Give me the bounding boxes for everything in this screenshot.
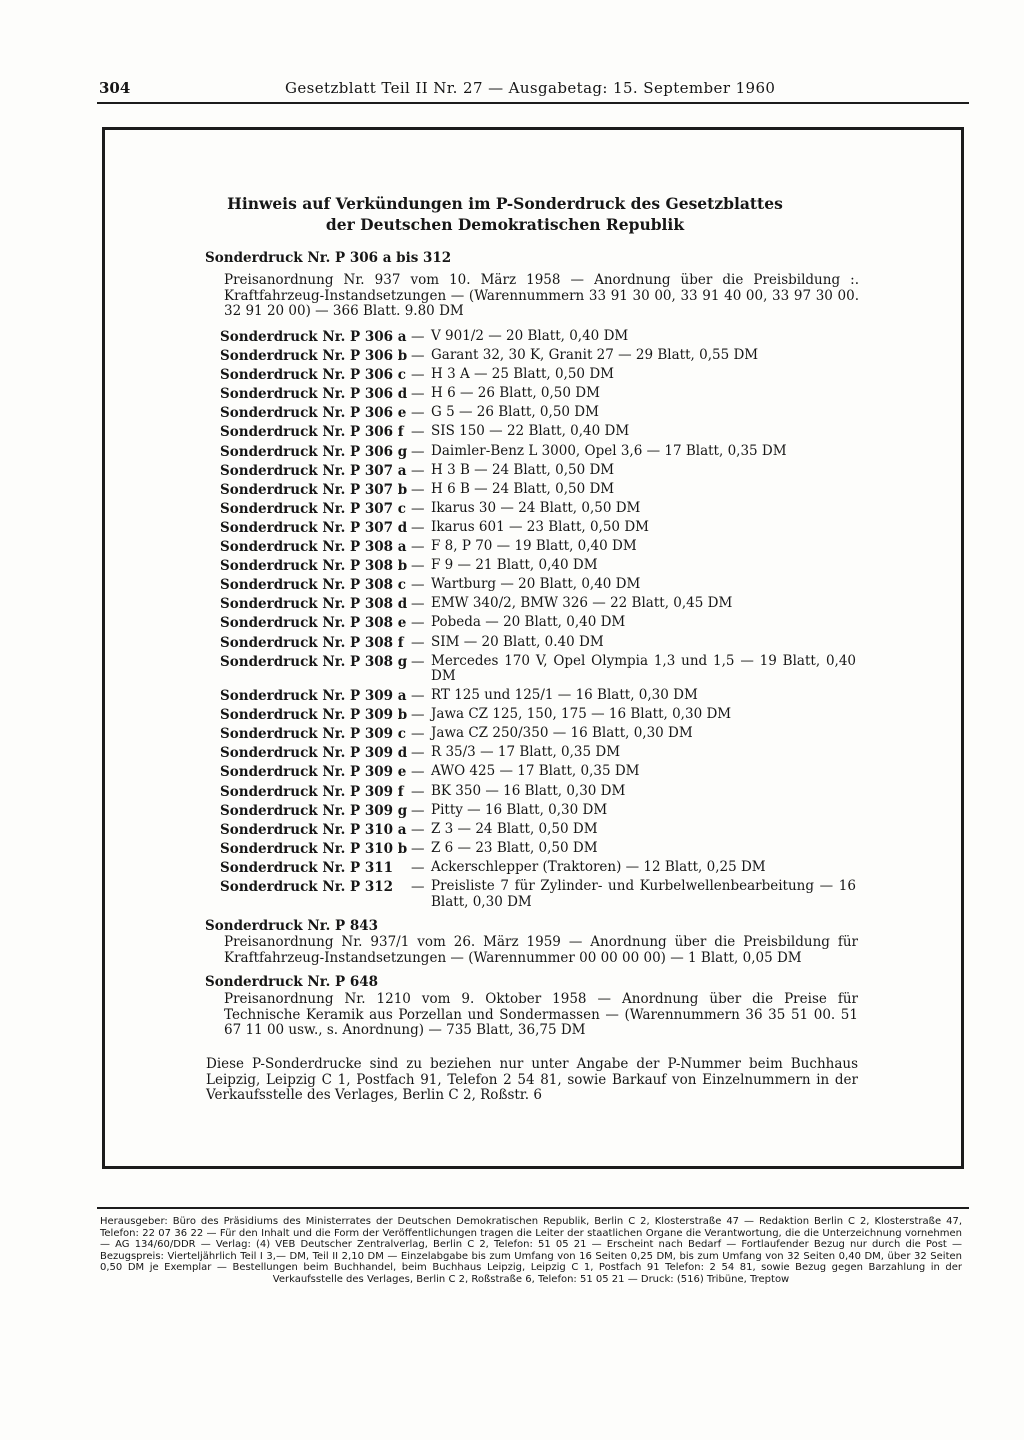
list-item (220, 557, 860, 576)
list-item (220, 481, 860, 500)
sonderdruck-number: Sonderdruck Nr. P 308 c (220, 577, 406, 594)
sonderdruck-number: Sonderdruck Nr. P 309 d (220, 745, 408, 762)
notice-title-line-1: Hinweis auf Verkündungen im P-Sonderdruck des Gesetzblattes (227, 194, 783, 213)
dash-separator: — (411, 386, 425, 403)
notice-title (205, 193, 805, 235)
sonderdruck-description: H 3 A — 25 Blatt, 0,50 DM (431, 366, 614, 383)
sonderdruck-number: Sonderdruck Nr. P 307 d (220, 519, 408, 536)
sonderdruck-number: Sonderdruck Nr. P 306 f (220, 424, 404, 441)
dash-separator: — (411, 840, 425, 857)
list-item (220, 328, 860, 347)
list-item (220, 744, 860, 763)
sonderdruck-description: Wartburg — 20 Blatt, 0,40 DM (431, 576, 641, 593)
sonderdruck-number: Sonderdruck Nr. P 307 c (220, 500, 406, 517)
imprint: Herausgeber: Büro des Präsidiums des Ministerrates der Deutschen Demokratischen Republik, Berlin C 2, Klosterstraße 47 — Redaktion Berlin C 2, Klosterstraße 47, Telefon: 22 07 36 22 — Für den Inhalt und die Form der Veröffentlichungen tragen die Leiter der staatlichen Organe die Verantwortung, die die Unterzeichnung vornehmen — AG 134/60/DDR — Verlag: (4) VEB Deutscher Zentralverlag, Berlin C 2, Telefon: 51 05 21 — Erscheint nach Bedarf — Fortlaufender Bezug nur durch die Post — Bezugspreis: Vierteljährlich Teil I 3,— DM, Teil II 2,10 DM — Einzelabgabe bis zum Umfang von 16 Seiten 0,25 DM, bis zum Umfang von 32 Seiten 0,40 DM, über 32 Seiten 0,50 DM je Exemplar — Bestellungen beim Buchhandel, beim Buchhaus Leipzig, Leipzig C 1, Postfach 91 Telefon: 2 54 81, sowie Bezug gegen Barzahlung in der Verkaufsstelle des Verlages, Berlin C 2, Roßstraße 6, Telefon: 51 05 21 — Druck: (516) Tribüne, Treptow (100, 1216, 962, 1285)
sonderdruck-description: BK 350 — 16 Blatt, 0,30 DM (431, 782, 626, 799)
list-item (220, 576, 860, 595)
sonderdruck-number: Sonderdruck Nr. P 308 e (220, 615, 407, 632)
sonderdruck-list (220, 328, 860, 910)
dash-separator: — (411, 634, 425, 651)
sonderdruck-number: Sonderdruck Nr. P 309 e (220, 764, 407, 781)
sonderdruck-description: G 5 — 26 Blatt, 0,50 DM (431, 404, 599, 421)
sonderdruck-description: H 3 B — 24 Blatt, 0,50 DM (431, 461, 615, 478)
sonderdruck-number: Sonderdruck Nr. P 309 c (220, 726, 406, 743)
dash-separator: — (411, 539, 425, 556)
sonderdruck-description: RT 125 und 125/1 — 16 Blatt, 0,30 DM (431, 687, 698, 704)
list-item (220, 538, 860, 557)
sonderdruck-description: Mercedes 170 V, Opel Olympia 1,3 und 1,5 — 19 Blatt, 0,40 DM (431, 652, 856, 685)
sonderdruck-number: Sonderdruck Nr. P 310 a (220, 821, 407, 838)
sonderdruck-number: Sonderdruck Nr. P 306 g (220, 443, 408, 460)
sonderdruck-description: EMW 340/2, BMW 326 — 22 Blatt, 0,45 DM (431, 595, 733, 612)
list-item (220, 653, 860, 688)
sonderdruck-number: Sonderdruck Nr. P 306 c (220, 367, 406, 384)
dash-separator: — (411, 500, 425, 517)
sonderdruck-description: SIS 150 — 22 Blatt, 0,40 DM (431, 423, 630, 440)
block-b-heading: Sonderdruck Nr. P 843 (205, 918, 378, 934)
dash-separator: — (411, 329, 425, 345)
sonderdruck-description: V 901/2 — 20 Blatt, 0,40 DM (431, 328, 629, 344)
sonderdruck-number: Sonderdruck Nr. P 308 f (220, 634, 404, 651)
sonderdruck-description: Z 6 — 23 Blatt, 0,50 DM (431, 839, 598, 856)
sonderdruck-description: F 8, P 70 — 19 Blatt, 0,40 DM (431, 538, 637, 555)
dash-separator: — (411, 519, 425, 536)
ordering-info: Diese P-Sonderdrucke sind zu beziehen nur unter Angabe der P-Nummer beim Buchhaus Leipzig, Leipzig C 1, Postfach 91, Telefon 2 54 81, sowie Barkauf von Einzelnummern in der Verkaufsstelle des Verlages, Berlin C 2, Roßstr. 6 (206, 1056, 858, 1103)
sonderdruck-description: Jawa CZ 125, 150, 175 — 16 Blatt, 0,30 DM (431, 706, 732, 723)
list-item (220, 859, 860, 878)
list-item (220, 783, 860, 802)
sonderdruck-number: Sonderdruck Nr. P 309 b (220, 707, 408, 724)
block-a-text: Preisanordnung Nr. 937 vom 10. März 1958 — Anordnung über die Preisbildung :. Kraftfahrzeug-Instandsetzungen — (Warennummern 33 91 30 00, 33 91 40 00, 33 97 30 00. 32 91 20 00) — 366 Blatt. 9.80 DM (224, 272, 859, 319)
sonderdruck-number: Sonderdruck Nr. P 309 f (220, 783, 404, 800)
sonderdruck-description: Preisliste 7 für Zylinder- und Kurbelwellenbearbeitung — 16 Blatt, 0,30 DM (431, 878, 856, 910)
sonderdruck-number: Sonderdruck Nr. P 311 (220, 859, 393, 876)
sonderdruck-number: Sonderdruck Nr. P 308 b (220, 558, 408, 575)
sonderdruck-description: Jawa CZ 250/350 — 16 Blatt, 0,30 DM (431, 725, 693, 742)
dash-separator: — (411, 424, 425, 441)
sonderdruck-description: AWO 425 — 17 Blatt, 0,35 DM (431, 763, 640, 780)
list-item (220, 519, 860, 538)
sonderdruck-number: Sonderdruck Nr. P 309 g (220, 802, 408, 819)
sonderdruck-number: Sonderdruck Nr. P 306 a (220, 329, 407, 345)
dash-separator: — (411, 443, 425, 460)
sonderdruck-number: Sonderdruck Nr. P 306 b (220, 348, 408, 365)
sonderdruck-number: Sonderdruck Nr. P 306 e (220, 405, 407, 422)
sonderdruck-description: Pitty — 16 Blatt, 0,30 DM (431, 801, 608, 818)
block-a-heading: Sonderdruck Nr. P 306 a bis 312 (205, 250, 452, 266)
sonderdruck-description: Garant 32, 30 K, Granit 27 — 29 Blatt, 0,55 DM (431, 347, 759, 364)
list-item (220, 802, 860, 821)
dash-separator: — (411, 821, 425, 838)
block-c-text: Preisanordnung Nr. 1210 vom 9. Oktober 1958 — Anordnung über die Preise für Technische Keramik aus Porzellan und Sondermassen — (Warennummern 36 35 51 00. 51 67 11 00 usw., s. Anordnung) — 735 Blatt, 36,75 DM (224, 991, 858, 1038)
dash-separator: — (411, 707, 425, 724)
list-item (220, 821, 860, 840)
sonderdruck-number: Sonderdruck Nr. P 312 (220, 879, 393, 896)
sonderdruck-description: R 35/3 — 17 Blatt, 0,35 DM (431, 744, 621, 761)
dash-separator: — (411, 558, 425, 575)
sonderdruck-number: Sonderdruck Nr. P 308 a (220, 539, 407, 556)
sonderdruck-number: Sonderdruck Nr. P 309 a (220, 688, 407, 705)
dash-separator: — (411, 577, 425, 594)
dash-separator: — (411, 745, 425, 762)
list-item (220, 614, 860, 633)
dash-separator: — (411, 802, 425, 819)
list-item (220, 878, 860, 910)
dash-separator: — (411, 783, 425, 800)
list-item (220, 500, 860, 519)
sonderdruck-description: Z 3 — 24 Blatt, 0,50 DM (431, 820, 598, 837)
dash-separator: — (411, 879, 425, 896)
list-item (220, 366, 860, 385)
sonderdruck-number: Sonderdruck Nr. P 308 g (220, 653, 408, 670)
dash-separator: — (411, 481, 425, 498)
list-item (220, 634, 860, 653)
dash-separator: — (411, 615, 425, 632)
sonderdruck-description: F 9 — 21 Blatt, 0,40 DM (431, 557, 598, 574)
list-item (220, 763, 860, 782)
sonderdruck-number: Sonderdruck Nr. P 307 b (220, 481, 408, 498)
block-b-text: Preisanordnung Nr. 937/1 vom 26. März 1959 — Anordnung über die Preisbildung für Kraftfahrzeug-Instandsetzungen — (Warennummer 00 00 00 00) — 1 Blatt, 0,05 DM (224, 934, 858, 966)
list-item (220, 443, 860, 462)
list-item (220, 595, 860, 614)
dash-separator: — (411, 859, 425, 876)
dash-separator: — (411, 764, 425, 781)
dash-separator: — (411, 653, 425, 670)
list-item (220, 706, 860, 725)
dash-separator: — (411, 348, 425, 365)
sonderdruck-description: Ackerschlepper (Traktoren) — 12 Blatt, 0,25 DM (431, 858, 766, 875)
page-number: 304 (99, 79, 131, 97)
list-item (220, 462, 860, 481)
sonderdruck-number: Sonderdruck Nr. P 308 d (220, 596, 408, 613)
footer-rule (97, 1207, 969, 1209)
running-header: Gesetzblatt Teil II Nr. 27 — Ausgabetag: 15. September 1960 (285, 79, 776, 97)
sonderdruck-description: H 6 — 26 Blatt, 0,50 DM (431, 385, 600, 402)
sonderdruck-description: Daimler-Benz L 3000, Opel 3,6 — 17 Blatt, 0,35 DM (431, 442, 787, 459)
sonderdruck-description: Pobeda — 20 Blatt, 0,40 DM (431, 614, 626, 631)
list-item (220, 725, 860, 744)
list-item (220, 687, 860, 706)
dash-separator: — (411, 367, 425, 384)
dash-separator: — (411, 726, 425, 743)
dash-separator: — (411, 688, 425, 705)
dash-separator: — (411, 405, 425, 422)
dash-separator: — (411, 462, 425, 479)
list-item (220, 404, 860, 423)
sonderdruck-description: Ikarus 30 — 24 Blatt, 0,50 DM (431, 499, 641, 516)
list-item (220, 385, 860, 404)
sonderdruck-description: SIM — 20 Blatt, 0.40 DM (431, 633, 604, 650)
list-item (220, 347, 860, 366)
sonderdruck-description: H 6 B — 24 Blatt, 0,50 DM (431, 480, 615, 497)
notice-title-line-2: der Deutschen Demokratischen Republik (325, 215, 685, 234)
sonderdruck-description: Ikarus 601 — 23 Blatt, 0,50 DM (431, 518, 649, 535)
list-item (220, 840, 860, 859)
block-c-heading: Sonderdruck Nr. P 648 (205, 974, 378, 990)
list-item (220, 423, 860, 442)
sonderdruck-number: Sonderdruck Nr. P 306 d (220, 386, 408, 403)
header-rule (97, 102, 969, 104)
sonderdruck-number: Sonderdruck Nr. P 307 a (220, 462, 407, 479)
sonderdruck-number: Sonderdruck Nr. P 310 b (220, 840, 408, 857)
dash-separator: — (411, 596, 425, 613)
